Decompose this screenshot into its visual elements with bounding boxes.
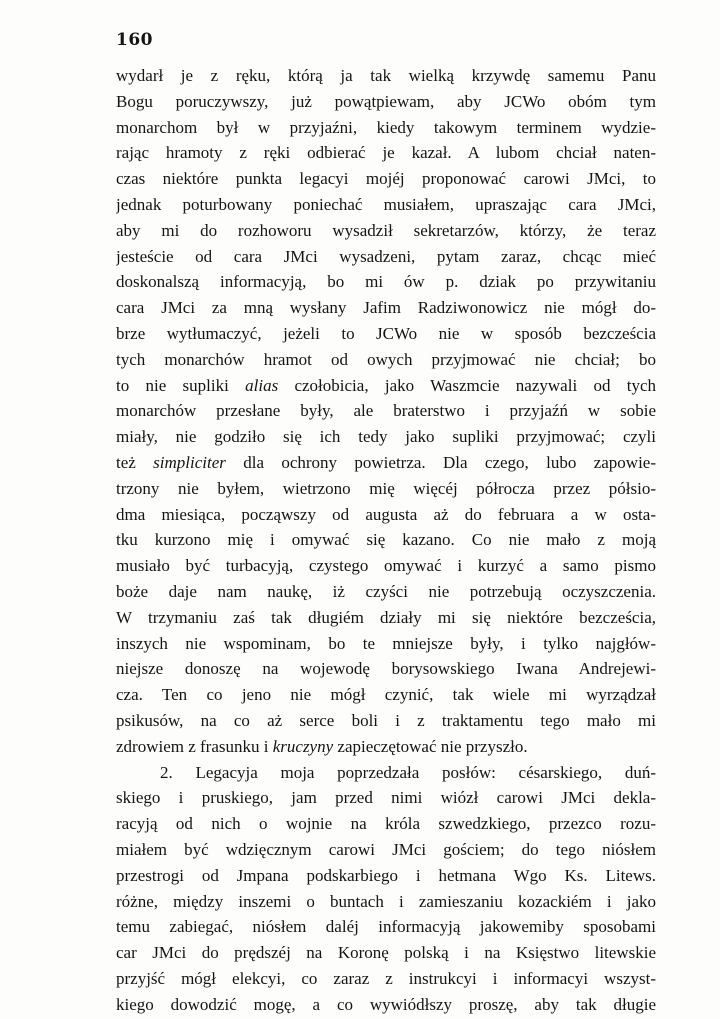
text-line <box>116 476 656 502</box>
text-segment: temu zabiegać, niósłem daléj informacyją jakowemiby sposobami <box>116 917 656 937</box>
text-segment: doskonalszą informacyją, bo mi ów p. dziak po przywitaniu <box>116 272 656 292</box>
text-segment: jesteście od cara JMci wysadzeni, pytam zaraz, chcąc mieć <box>116 246 656 266</box>
text-segment: tku kurzono mię i omywać się kazano. Co nie mało z moją <box>116 530 656 550</box>
text-segment: czas niektóre punkta legacyi mojéj proponować carowi JMci, to <box>116 169 656 189</box>
text-line <box>116 89 656 115</box>
text-line <box>116 966 656 992</box>
text-line <box>116 321 656 347</box>
text-line <box>116 63 656 89</box>
text-segment: psikusów, na co aż serce boli i z traktamentu tego mało mi <box>116 710 656 730</box>
text-line <box>116 218 656 244</box>
text-line <box>116 708 656 734</box>
text-line <box>116 785 656 811</box>
text-segment: kiego dowodzić mogę, a co wywiódłszy proszę, aby tak długie <box>116 994 656 1014</box>
text-line <box>116 295 656 321</box>
text-segment: niejsze donoszę na wojewodę borysowskiego Iwana Andrejewi- <box>116 659 656 679</box>
text-line <box>116 656 656 682</box>
text-line <box>116 889 656 915</box>
text-line <box>116 115 656 141</box>
text-segment: przyjść mógł elekcyi, co zaraz z instrukcyi i informacyi wszyst- <box>116 968 656 988</box>
text-segment: trzony nie byłem, wietrzono mię więcéj półrocza przez półsio- <box>116 478 656 498</box>
text-line <box>116 398 656 424</box>
text-line <box>116 166 656 192</box>
text-line <box>116 940 656 966</box>
text-line <box>116 837 656 863</box>
text-segment: musiało być turbacyją, czystego omywać i kurzyć a samo pismo <box>116 556 656 576</box>
text-segment: to nie supliki <box>116 375 246 395</box>
text-line <box>116 734 656 760</box>
text-segment: cara JMci za mną wysłany Jafim Radziwonowicz nie mógł do- <box>116 298 656 318</box>
text-line <box>116 914 656 940</box>
text-line <box>116 373 656 399</box>
text-line <box>116 579 656 605</box>
text-line <box>116 553 656 579</box>
text-line <box>116 424 656 450</box>
text-line <box>116 347 656 373</box>
text-line <box>116 605 656 631</box>
text-segment: zdrowiem z frasunku i <box>116 736 273 756</box>
text-segment: Bogu poruczywszy, już powątpiewam, aby JCWo obóm tym <box>116 91 656 111</box>
italic-term: simpliciter <box>153 452 226 472</box>
text-segment: dma miesiąca, począwszy od augusta aż do februara a w osta- <box>116 504 656 524</box>
text-segment: 2. Legacyja moja poprzedzała posłów: césarskiego, duń- <box>160 762 656 782</box>
text-segment: też <box>116 452 154 472</box>
text-segment: aby mi do rozhoworu wysadził sekretarzów, którzy, że teraz <box>116 220 656 240</box>
text-segment: skiego i pruskiego, jam przed nimi wiózł carowi JMci dekla- <box>116 788 656 808</box>
text-line <box>116 502 656 528</box>
text-line <box>116 450 656 476</box>
text-line <box>116 760 656 786</box>
text-line <box>116 992 656 1018</box>
text-segment: cza. Ten co jeno nie mógł czynić, tak wiele mi wyrządzał <box>116 685 656 705</box>
text-segment: miałem być wdzięcznym carowi JMci gościem; do tego niósłem <box>116 839 656 859</box>
text-segment: wydarł je z ręku, którą ja tak wielką krzywdę samemu Panu <box>116 66 656 85</box>
text-segment: W trzymaniu zaś tak długiém działy mi się niektóre bezcześcia, <box>116 607 656 627</box>
text-segment: rając hramoty z ręki odbierać je kazał. A lubom chciał naten- <box>116 143 656 163</box>
text-line <box>116 682 656 708</box>
text-line <box>116 269 656 295</box>
text-line <box>116 863 656 889</box>
text-segment: tych monarchów hramot od owych przyjmować nie chciał; bo <box>116 349 656 369</box>
text-segment: monarchów przesłane były, ale braterstwo i przyjaźń w sobie <box>116 401 656 421</box>
text-line <box>116 244 656 270</box>
text-line <box>116 192 656 218</box>
text-segment: racyją od nich o wojnie na króla szwedzkiego, przezco rozu- <box>116 814 656 834</box>
text-segment: car JMci do prędszéj na Koronę polską i na Księstwo litewskie <box>116 943 656 963</box>
text-line <box>116 527 656 553</box>
body-text <box>116 63 656 1017</box>
page-number: 160 <box>116 30 153 50</box>
italic-term: kruczyny <box>272 736 334 756</box>
text-line <box>116 631 656 657</box>
text-segment: przestrogi od Jmpana podskarbiego i hetmana Wgo Ks. Litews. <box>116 865 656 885</box>
text-segment: brze wytłumaczyć, jeżeli to JCWo nie w sposób bezcześcia <box>116 323 656 343</box>
text-line <box>116 811 656 837</box>
text-segment: jednak poturbowany poniechać musiałem, upraszając cara JMci, <box>116 194 656 214</box>
text-segment: zapieczętować nie przyszło. <box>333 736 528 756</box>
text-segment: dla ochrony powietrza. Dla czego, lubo zapowie- <box>225 452 656 472</box>
text-line <box>116 140 656 166</box>
text-segment: czołobicia, jako Waszmcie nazywali od tych <box>278 375 656 395</box>
italic-term: alias <box>245 375 279 395</box>
text-segment: monarchom był w przyjaźni, kiedy takowym terminem wydzie- <box>116 117 656 137</box>
text-segment: boże daje nam naukę, iż czyści nie potrzebują oczyszczenia. <box>116 581 656 601</box>
text-segment: miały, nie godziło się ich tedy jako supliki przyjmować; czyli <box>116 427 656 447</box>
text-segment: różne, między inszemi o buntach i zamieszaniu kozackiém i jako <box>116 891 656 911</box>
text-segment: inszych nie wspominam, bo te mniejsze były, i tylko najgłów- <box>116 633 656 653</box>
